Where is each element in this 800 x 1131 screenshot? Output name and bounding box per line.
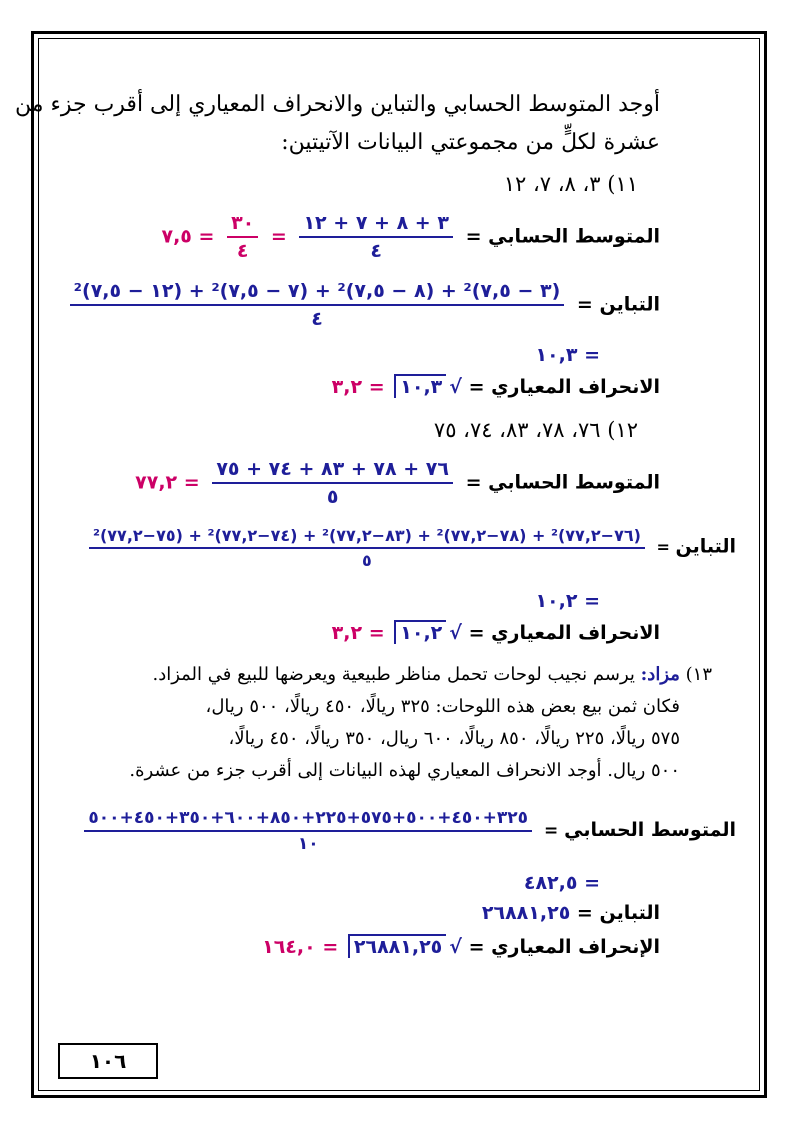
p12-mean-label: المتوسط الحسابي [488, 471, 660, 494]
p11-mean-sum-denominator: ٤ [236, 240, 249, 262]
p12-mean-result: ٧٧,٢ [135, 471, 178, 494]
p11-variance-numerator: (٣ − ٧,٥)² + (٨ − ٧,٥)² + (٧ − ٧,٥)² + (١٢ − ٧,٥)² [70, 280, 565, 306]
p12-variance-fraction [89, 526, 645, 570]
p12-variance-denominator: ٥ [362, 551, 372, 570]
p11-variance-label: التباين [599, 293, 660, 316]
p13-variance-result: ٢٦٨٨١,٢٥ [481, 902, 571, 924]
p12-variance-result-line: = ١٠,٢ [535, 590, 600, 612]
p11-sd-line: الانحراف المعياري = √١٠,٣ = ٣,٢ [331, 376, 660, 398]
p13-mean-fraction [84, 808, 532, 854]
p13-mean-denominator: ١٠ [297, 834, 319, 854]
p11-mean-numerator: ٣ + ٨ + ٧ + ١٢ [299, 212, 453, 238]
p12-sd-line: الانحراف المعياري = √١٠,٢ = ٣,٢ [331, 622, 660, 644]
p11-variance-line: التباين = $\frac{\text{(٣ − ٧,٥)² + (٨ − ٧,٥)² + (٧ − ٧,٥)² + (١٢ − ٧,٥)²}}{٤}$ [64, 280, 660, 330]
p12-data: ٧٦، ٧٨، ٨٣، ٧٤، ٧٥ [433, 418, 601, 442]
p13-text-4: ٥٠٠ ريال. أوجد الانحراف المعياري لهذه البيانات إلى أقرب جزء من عشرة. [129, 760, 680, 781]
p12-mean-line: المتوسط الحسابي = $\frac{٧٦ + ٧٨ + ٨٣ + ٧٤ + ٧٥}{٥}$ = ٧٧,٢ [135, 458, 660, 508]
p12-mean-denominator: ٥ [326, 486, 339, 508]
p13-sd-label: الإنحراف المعياري [491, 936, 660, 958]
p11-mean-result: ٧,٥ [161, 225, 192, 248]
p13-sd-result: ١٦٤,٠ [262, 936, 316, 958]
p11-mean-fraction [299, 212, 453, 262]
p11-mean-denominator: ٤ [370, 240, 383, 262]
p13-number: ١٣) [685, 664, 712, 685]
p12-mean-fraction [212, 458, 453, 508]
p13-variance-label: التباين [599, 902, 660, 924]
p12-statement [434, 418, 638, 442]
p13-sd-radicand: ٢٦٨٨١,٢٥ [348, 934, 446, 958]
p11-mean-sum-numerator: ٣٠ [227, 212, 258, 238]
p11-mean-sum-fraction [227, 212, 258, 262]
p11-number: ١١) [607, 172, 638, 196]
intro-line-2: عشرة لكلٍّ من مجموعتي البيانات الآتيتين: [281, 130, 660, 155]
p12-variance-result: ١٠,٢ [535, 590, 578, 612]
p13-mean-numerator: ٣٢٥+٤٥٠+٥٠٠+٥٧٥+٢٢٥+٨٥٠+٦٠٠+٣٥٠+٤٥٠+٥٠٠ [84, 808, 532, 832]
p13-text-2: فكان ثمن بيع بعض هذه اللوحات: ٣٢٥ ريالًا، ٤٥٠ ريالًا، ٥٠٠ ريال، [205, 696, 680, 717]
p12-variance-label: التباين [675, 535, 736, 558]
p13-sd-line: الإنحراف المعياري = √٢٦٨٨١,٢٥ = ١٦٤,٠ [262, 936, 660, 958]
p12-variance-line: التباين = (٧٦−٧٧,٢)² + (٧٨−٧٧,٢)² + (٨٣−٧٧,٢)² + (٧٤−٧٧,٢)² + (٧٥−٧٧,٢)² ٥ [83, 526, 736, 570]
p13-text-3: ٥٧٥ ريالًا، ٢٢٥ ريالًا، ٨٥٠ ريالًا، ٦٠٠ ريال، ٣٥٠ ريالًا، ٤٥٠ ريالًا، [228, 728, 680, 749]
p12-sd-label: الانحراف المعياري [491, 622, 660, 644]
p13-mean-result: ٤٨٢,٥ [523, 872, 578, 894]
p12-sd-result: ٣,٢ [331, 622, 363, 644]
p11-data: ٣، ٨، ٧، ١٢ [503, 172, 601, 196]
p11-variance-denominator: ٤ [311, 308, 323, 330]
p11-sd-result: ٣,٢ [331, 376, 363, 398]
p13-variance-line: التباين = ٢٦٨٨١,٢٥ [481, 902, 660, 924]
p12-mean-numerator: ٧٦ + ٧٨ + ٨٣ + ٧٤ + ٧٥ [212, 458, 453, 484]
p12-sd-radicand: ١٠,٢ [394, 620, 446, 644]
p11-mean-label: المتوسط الحسابي [488, 225, 660, 248]
p11-sd-label: الانحراف المعياري [491, 376, 660, 398]
p11-mean-line: المتوسط الحسابي = $\frac{٣ + ٨ + ٧ + ١٢}{٤}$ = $\frac{٣٠}{٤}$ = ٧,٥ [161, 212, 660, 262]
p11-variance-result: ١٠,٣ [535, 344, 578, 366]
p13-mean-line: المتوسط الحسابي = $\frac{٣٢٥+٤٥٠+٥٠٠+٥٧٥+٢٢٥+٨٥٠+٦٠٠+٣٥٠+٤٥٠+٥٠٠}{١٠}$ [78, 808, 736, 854]
p13-mean-result-line: = ٤٨٢,٥ [523, 872, 600, 894]
p12-number: ١٢) [607, 418, 638, 442]
p13-text-1: يرسم نجيب لوحات تحمل مناظر طبيعية ويعرضها للبيع في المزاد. [152, 664, 635, 685]
p11-variance-result-line: = ١٠,٣ [535, 344, 600, 366]
page-number: ١٠٦ [58, 1043, 158, 1079]
intro-line-1: أوجد المتوسط الحسابي والتباين والانحراف المعياري إلى أقرب جزء من [14, 92, 660, 117]
p11-statement [504, 172, 638, 196]
p11-sd-radicand: ١٠,٣ [394, 374, 446, 398]
p13-mean-label: المتوسط الحسابي [564, 819, 736, 841]
p13-statement-line-1 [152, 664, 712, 685]
p13-title: مزاد: [640, 664, 680, 685]
p12-variance-numerator: (٧٦−٧٧,٢)² + (٧٨−٧٧,٢)² + (٨٣−٧٧,٢)² + (٧٤−٧٧,٢)² + (٧٥−٧٧,٢)² [89, 526, 645, 549]
p11-variance-fraction [70, 280, 565, 330]
